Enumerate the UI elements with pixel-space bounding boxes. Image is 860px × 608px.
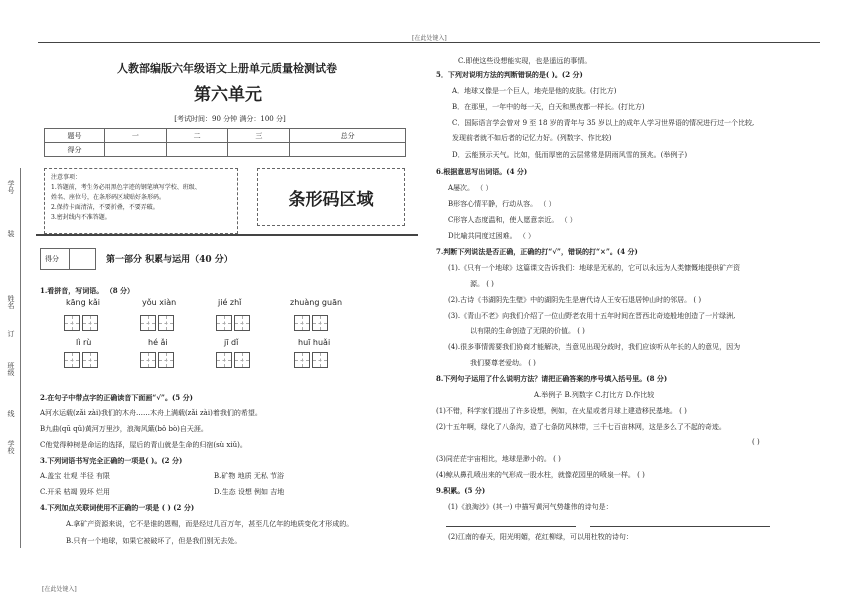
question-8-options: A.举例子 B.列数字 C.打比方 D.作比较 [534, 391, 655, 399]
binding-line [20, 168, 21, 548]
notice-item: 2.保持卡面清洁，不要折叠，不要弄破。 [51, 204, 159, 211]
pinyin: yǒu xiàn [142, 298, 177, 307]
question-8-item: (1)不错，科学家们提出了许多设想，例如，在火星或者月球上建造移民基地。 ( ) [436, 407, 687, 415]
question-5-option: D．云能预示天气。比如，低而厚密的云层常常是阴雨风雪的预兆。(举例子) [452, 151, 688, 159]
question-3-option: D.生态 设想 例如 吉地 [214, 488, 285, 496]
exam-meta: [考试时间：90 分钟 满分：100 分] [174, 115, 286, 123]
question-6-item: C形容人态度温和，使人愿意亲近。 （ ） [448, 216, 577, 224]
question-7-item: (3).《青山不老》向我们介绍了一位山野老农用十五年时间在晋西北奇迹般地创造了一片绿洲, [448, 312, 736, 320]
question-6: 6.根据意思写出词语。(4 分) [436, 167, 528, 176]
pinyin: jī dǐ [224, 338, 239, 347]
question-9-item: (1)《浪淘沙》(其一) 中描写黄河气势雄伟的诗句是： [448, 503, 613, 511]
notice-item: 姓名、座位号，在条形码区域贴好条形码。 [51, 194, 166, 201]
margin-seal-3: 线 [7, 410, 15, 417]
question-9-item: (2)江南的春天，阳光明媚，花红柳绿，可以用杜牧的诗句： [448, 533, 633, 541]
margin-school: 学校 [7, 440, 15, 454]
question-3: 3.下列词语书写完全正确的一项是( )。(2 分) [40, 456, 183, 465]
question-7-item: (1).《只有一个地球》这篇课文告诉我们：地球是无私的，它可以永远为人类慷慨地提供矿产资 [448, 264, 741, 272]
question-3-option: B.矿物 地质 无私 节浴 [214, 472, 285, 480]
notice-item: 3.密封线内不准答题。 [51, 214, 111, 221]
question-7: 7.判断下列说法是否正确，正确的打“√”，错误的打“×”。(4 分) [436, 247, 638, 256]
question-1: 1.看拼音，写词语。 （8 分） [40, 286, 135, 295]
score-header-cell: 题号 [45, 129, 105, 143]
part1-title: 第一部分 积累与运用（40 分） [106, 255, 233, 265]
question-4-option: A.拿矿产资源来说，它不是谁的恩赐，而是经过几百万年，甚至几亿年的地质变化才形成的。 [66, 520, 354, 528]
writing-grid[interactable] [216, 315, 252, 331]
barcode-area: 条形码区域 [257, 168, 405, 226]
writing-grid[interactable] [216, 352, 252, 368]
score-cell[interactable] [290, 143, 406, 157]
question-8-item: (3)同茫茫宇宙相比，地球是渺小的。 ( ) [436, 455, 561, 463]
question-2-item: C他觉得种树是命运的选择，屋后的青山就是生命的归宿(sù xiǔ)。 [40, 441, 247, 449]
question-8-item-cont: ( ) [752, 438, 760, 446]
question-3-option: A.盖宝 壮观 半径 有限 [40, 472, 110, 480]
question-2: 2.在句子中带点字的正确读音下面画“√”。(5 分) [40, 393, 193, 402]
score-header-cell: 一 [105, 129, 167, 143]
question-5: 5．下列对说明方法的判断错误的是( )。(2 分) [436, 70, 583, 79]
unit-title: 第六单元 [194, 85, 262, 105]
question-7-item-cont: 源。 ( ) [470, 280, 494, 288]
pinyin: hé ǎi [148, 338, 168, 347]
score-header-cell: 二 [166, 129, 228, 143]
writing-grid[interactable] [64, 352, 100, 368]
part-score-box [40, 248, 96, 270]
question-5-option-cont: 发现前者就不如后者的记忆力好。(列数字、作比较) [452, 134, 612, 142]
question-4: 4.下列加点关联词使用不正确的一项是 ( ) (2 分) [40, 503, 195, 512]
question-5-option: B．在那里，一年中的每一天，白天和黑夜都一样长。(打比方) [452, 103, 645, 111]
score-cell[interactable] [105, 143, 167, 157]
question-7-item-cont: 以有限的生命创造了无限的价值。 ( ) [470, 327, 585, 335]
page-footer: [在此处键入] [42, 586, 77, 593]
pinyin: jié zhǐ [218, 298, 242, 307]
exam-title: 人教部编版六年级语文上册单元质量检测试卷 [117, 62, 337, 75]
margin-name: 姓名 [7, 295, 15, 309]
answer-line[interactable] [590, 526, 770, 527]
notice-title: 注意事项： [51, 174, 82, 181]
margin-class: 班级 [7, 362, 15, 376]
question-3-option: C.开采 枯竭 毁坏 烂用 [40, 488, 111, 496]
score-table [44, 128, 406, 157]
pinyin: lì rù [76, 338, 92, 347]
writing-grid[interactable] [140, 352, 176, 368]
margin-student-id: 学号 [7, 180, 15, 194]
writing-grid[interactable] [294, 315, 330, 331]
question-7-item-cont: 我们要尊老爱幼。 ( ) [470, 359, 536, 367]
margin-seal-1: 装 [7, 230, 15, 237]
part-score-divider [69, 249, 70, 269]
pinyin: huī huǎi [298, 338, 331, 347]
answer-line[interactable] [446, 526, 576, 527]
pinyin: kāng kǎi [66, 298, 100, 307]
question-8-item: (4)鲸从鼻孔喷出来的气形成一股水柱，就像花园里的喷泉一样。 ( ) [436, 471, 645, 479]
part-divider [36, 234, 418, 236]
page-header: [在此处键入] [412, 35, 447, 42]
writing-grid[interactable] [294, 352, 330, 368]
score-row-label: 得分 [45, 143, 105, 157]
question-7-item: (2).古诗《书湖阴先生壁》中的湖阴先生是唐代诗人王安石退居钟山时的邻居。 ( ) [448, 296, 702, 304]
question-4-option: B.只有一个地球，如果它被破坏了，但是我们别无去处。 [66, 537, 242, 545]
notice-item: 1.答题前，考生务必用黑色字迹的钢笔填写学校、班级、 [51, 184, 201, 191]
question-2-item: B九曲(qū qǔ)黄河万里沙，浪淘风簸(bǒ bò)自天涯。 [40, 425, 208, 433]
question-8-item: (2)十五年啊，绿化了八条沟，造了七条防风林带，三千七百亩林网，这是多么了不起的奇迹。 [436, 423, 726, 431]
pinyin: zhuàng guān [290, 298, 343, 307]
score-cell[interactable] [228, 143, 290, 157]
score-header-cell: 总分 [290, 129, 406, 143]
score-cell[interactable] [166, 143, 228, 157]
question-9: 9.积累。(5 分) [436, 486, 486, 495]
question-8: 8.下列句子运用了什么说明方法？请把正确答案的序号填入括号里。(8 分) [436, 374, 668, 383]
question-6-item: D比喻共同度过困难。 （ ） [448, 232, 536, 240]
question-6-item: B形容心情平静，行动从容。 （ ） [448, 200, 556, 208]
writing-grid[interactable] [140, 315, 176, 331]
score-header-cell: 三 [228, 129, 290, 143]
part-score-label: 得分 [45, 255, 59, 263]
question-7-item: (4).很多事情需要我们协商才能解决，当意见出现分歧时，我们应该听从年长的人的意见，因为 [448, 343, 741, 351]
margin-seal-2: 订 [7, 330, 15, 337]
writing-grid[interactable] [64, 315, 100, 331]
question-2-item: A河水运载(zǎi zài)我们的木舟……木舟上满载(zǎi zài)着我们的希望。 [40, 409, 262, 417]
notice-box [44, 168, 238, 234]
header-rule [38, 42, 820, 43]
question-4-option: C.即使这些设想能实现，也是遥远的事情。 [458, 57, 592, 65]
question-5-option: A．地球又像是一个巨人，地壳是他的皮肤。(打比方) [452, 87, 617, 95]
question-6-item: A屡次。 （ ） [448, 184, 493, 192]
question-5-option: C．国际语言学会曾对 9 至 18 岁的青年与 35 岁以上的成年人学习世界语的情况进行过一个比较, [452, 119, 755, 127]
